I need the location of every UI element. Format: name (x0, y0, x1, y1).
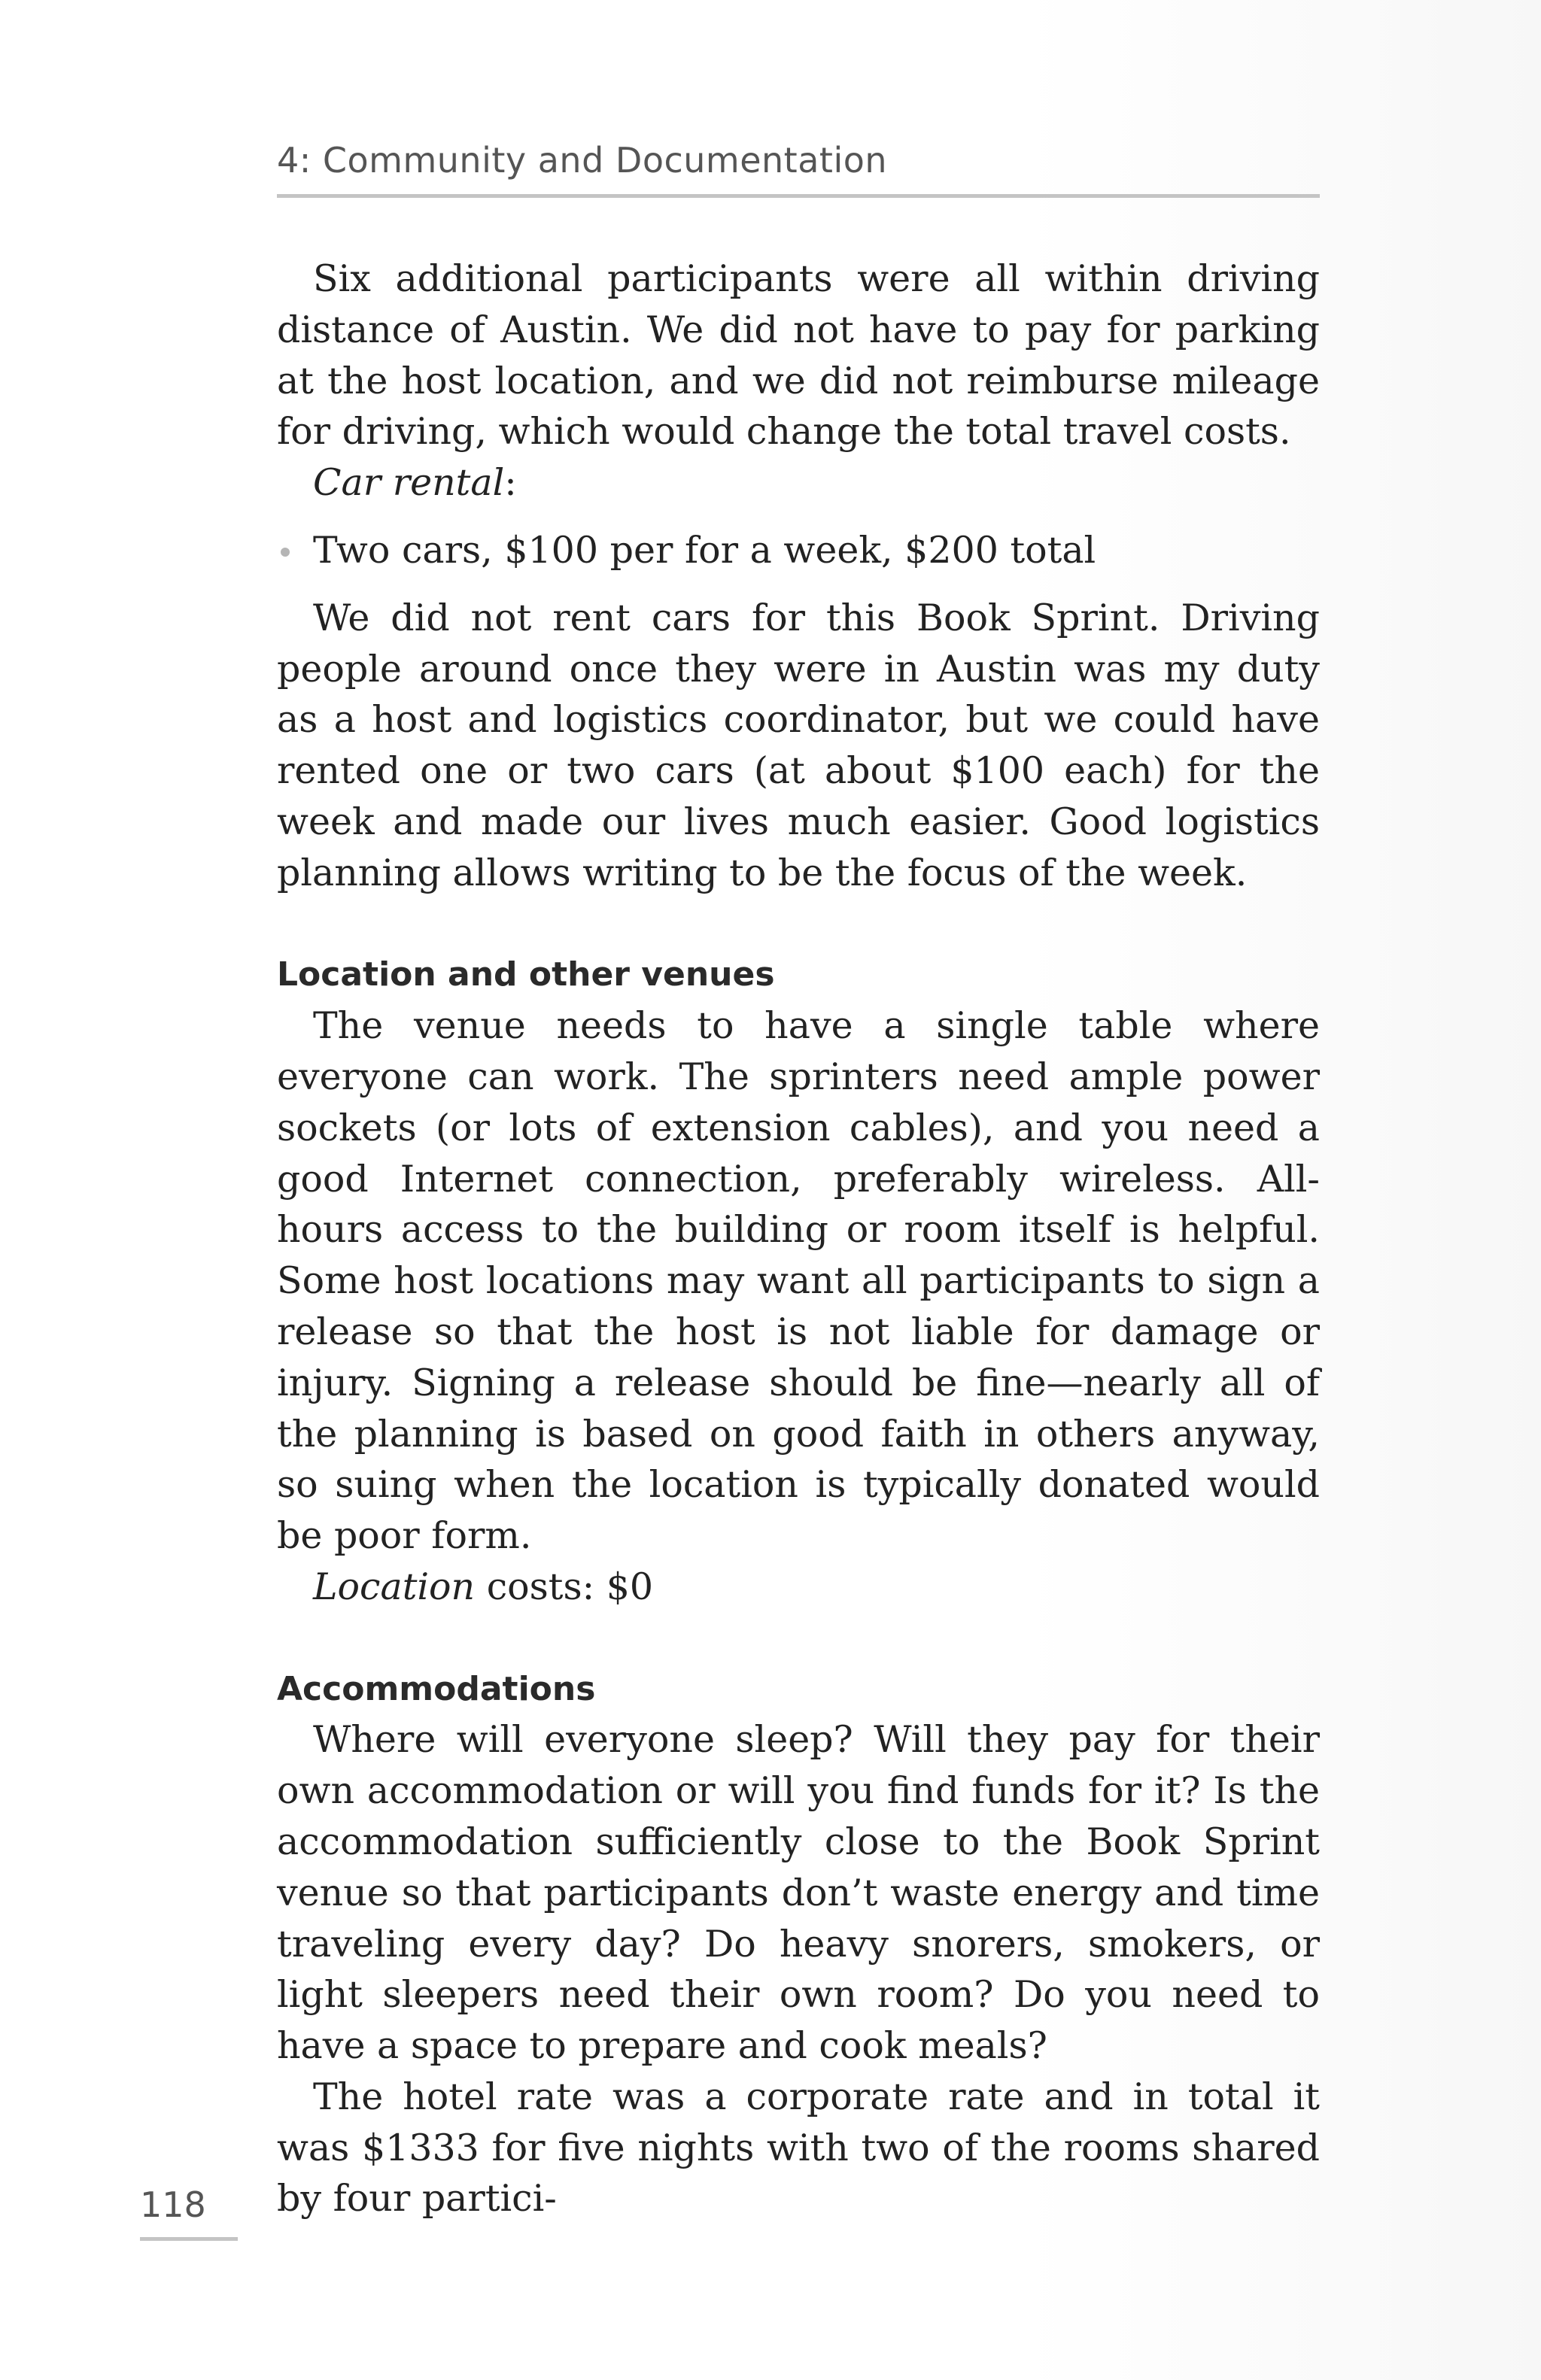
paragraph-hotel-rate: The hotel rate was a corporate rate and in total it was $1333 for five nights with two of the rooms shared by four partici- (277, 2075, 1320, 2221)
list-item-text: Two cars, $100 per for a week, $200 total (313, 528, 1096, 572)
paragraph-accommodation-questions: Where will everyone sleep? Will they pay for their own accommodation or will you find funds for it? Is the accommodation sufficiently close to the Book Sprint venue so that participants don’t waste energy and time traveling every day? Do heavy snorers, smokers, or light sleepers need their own room? Do you need to have a space to prepare and cook meals? (277, 1718, 1320, 2068)
car-rental-label-line (277, 457, 1320, 508)
car-rental-label: Car rental (313, 461, 505, 505)
page-number-rule (140, 2237, 238, 2241)
body-text (277, 253, 1320, 2224)
page-number: 118 (140, 2184, 206, 2225)
paragraph-car-rental: We did not rent cars for this Book Sprint. Driving people around once they were in Austin was my duty as a host and logistics coordinator, but we could have rented one or two cars (at about $100 each) for the week and made our lives much easier. Good logistics planning allows writing to be the focus of the week. (277, 596, 1320, 894)
paragraph-venue: The venue needs to have a single table where everyone can work. The sprinters need ample power sockets (or lots of extension cables), and you need a good Internet connection, preferably wireless. All-hours access to the building or room itself is helpful. Some host locations may want all participants to sign a release so that the host is not liable for damage or injury. Signing a release should be fine—nearly all of the planning is based on good faith in others anyway, so suing when the location is typically donated would be poor form. (277, 1004, 1320, 1558)
location-cost-value: costs: $0 (475, 1565, 654, 1608)
section-heading-accommodations: Accommodations (277, 1669, 596, 1708)
location-cost-label: Location (313, 1565, 476, 1608)
running-head-rule (277, 194, 1320, 198)
list-item (277, 525, 1320, 576)
car-rental-colon: : (504, 461, 517, 505)
location-cost-line (277, 1562, 1320, 1613)
section-gap (277, 899, 1320, 950)
bullet-icon (281, 548, 290, 557)
paragraph-driving: Six additional participants were all within driving distance of Austin. We did not have to pay for parking at the host location, and we did not reimburse mileage for driving, which would change the total travel costs. (277, 257, 1320, 454)
section-gap (277, 1613, 1320, 1664)
section-heading-location: Location and other venues (277, 955, 775, 994)
running-head: 4: Community and Documentation (277, 140, 888, 181)
